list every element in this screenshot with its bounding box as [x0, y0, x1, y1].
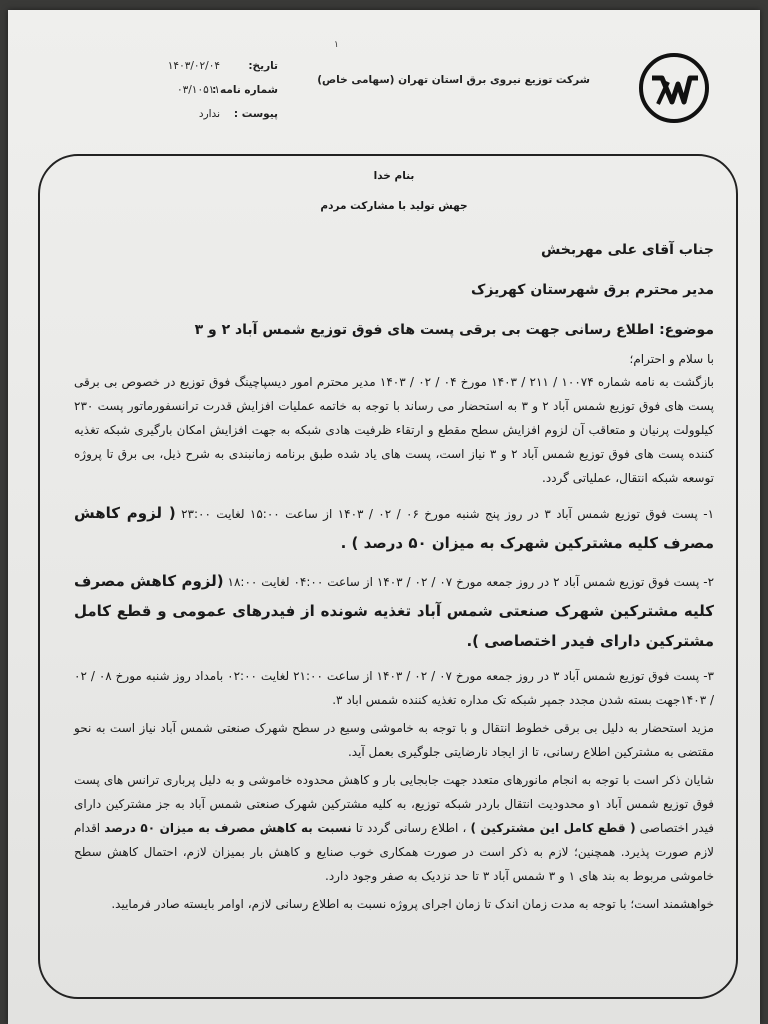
recipient-name: جناب آقای علی مهربخش: [540, 242, 714, 258]
attachment-label: پیوست :: [233, 108, 278, 120]
attachment-value: ندارد: [198, 108, 220, 120]
subject-line: موضوع: اطلاع رسانی جهت بی برقی پست های فوق توزیع شمس آباد ۲ و ۳: [194, 322, 714, 338]
schedule-item-3: [74, 664, 714, 712]
number-row: [148, 78, 278, 102]
schedule-item-2-text: ۲- پست فوق توزیع شمس آباد ۲ در روز جمعه مورخ ۰۷ / ۰۲ / ۱۴۰۳ از ساعت ۰۴:۰۰ لغایت ۱۸:۰۰: [227, 575, 715, 589]
schedule-item-2-bold: (لزوم کاهش مصرف کلیه مشترکین شهرک صنعتی شمس آباد تغذیه شونده از فیدرهای عمومی و قطع کامل مشترکین دارای فیدر اختصاصی ).: [74, 572, 714, 650]
schedule-item-1-text: ۱- پست فوق توزیع شمس آباد ۳ در روز پنج شنبه مورخ ۰۶ / ۰۲ / ۱۴۰۳ از ساعت ۱۵:۰۰ لغایت ۲۳:۰۰: [175, 507, 715, 521]
recipient-title: مدیر محترم برق شهرستان کهریزک: [471, 282, 714, 298]
date-value: ۱۴۰۳/۰۲/۰۴: [167, 60, 220, 72]
company-name: شرکت توزیع نیروی برق استان تهران (سهامی خاص): [317, 74, 590, 86]
attachment-row: [148, 102, 278, 126]
letter-body: [74, 170, 714, 916]
schedule-item-3-text: ۳- پست فوق توزیع شمس آباد ۳ در روز جمعه مورخ ۰۷ / ۰۲ / ۱۴۰۳ از ساعت ۲۱:۰۰ لغایت ۰۲:۰۰ بامداد روز شنبه مورخ ۰۸ / ۰۲ / ۱۴۰۳جهت بسته شدن مجدد جمپر شبکه تک مداره تغذیه کننده شمس اباد ۳.: [74, 669, 714, 707]
greeting: با سلام و احترام؛: [629, 352, 714, 366]
page-number: ۱: [334, 40, 339, 50]
schedule-item-1: [74, 498, 714, 558]
extra-paragraph: مزید استحضار به دلیل بی برقی خطوط انتقال و با توجه به خاموشی وسیع در سطح شهرک صنعتی شمس آباد نیاز است به نحو مقتضی به مشترکین اطلاع رسانی، تا از ایجاد نارضایتی جلوگیری بعمل آید.: [74, 721, 714, 759]
note-part-1: شایان ذکر است با توجه به انجام مانورهای متعدد جهت جابجایی بار و کاهش محدوده خاموشی و به دلیل پرباری ترانس های پست فوق توزیع شمس آباد ۱و محدودیت انتقال باردر شبکه توزیع، به کلیه مشترکین شهرک صنعتی شمس آباد به جز مشترکین دارای فیدر اختصاصی: [74, 773, 715, 835]
note-part-3: اقدام لازم صورت پذیرد. همچنین؛ لازم به ذکر است در صورت همکاری خوب صنایع و کاهش بار بمیزان لازم، احتمال کاهش سطح خاموشی مربوط به بند های ۱ و ۳ شمس آباد ۳ تا حد نزدیک به صفر وجود دارد.: [74, 821, 714, 883]
slogan: جهش تولید با مشارکت مردم: [320, 200, 468, 212]
company-logo-icon: [638, 52, 710, 124]
number-label: شماره نامه :: [212, 84, 278, 96]
closing-paragraph: خواهشمند است؛ با توجه به مدت زمان اندک تا زمان اجرای پروژه نسبت به اطلاع رسانی لازم، اوامر بایسته صادر فرمایید.: [111, 897, 714, 911]
schedule-item-2: [74, 566, 714, 656]
date-label: تاریخ:: [248, 60, 278, 72]
bismillah: بنام خدا: [373, 170, 415, 182]
number-value: ۰۳/۱۰۵۱۱: [176, 84, 220, 96]
letter-meta: [148, 54, 278, 126]
intro-paragraph: بازگشت به نامه شماره ۱۰۰۷۴ / ۲۱۱ / ۱۴۰۳ مورخ ۰۴ / ۰۲ / ۱۴۰۳ مدیر محترم امور دیسپاچینگ فوق توزیع در خصوص بی برقی پست های فوق توزیع شمس آباد ۲ و ۳ به استحضار می رساند با توجه به خاتمه عملیات افزایش قدرت ترانسفورماتور پست ۲۳۰ کیلوولت پرنیان و متعاقب آن لزوم افزایش سطح مقطع و ارتقاء ظرفیت هادی شبکه به جهت افزایش امکان بارگیری شبکه تغذیه کننده پست های فوق توزیع شمس آباد ۲ و ۳ نیاز است، پست های یاد شده طبق برنامه زمانبندی به شرح ذیل، بی برق تا پروژه توسعه شبکه انتقال، عملیاتی گردد.: [74, 375, 715, 485]
note-paragraph: [74, 768, 714, 888]
letter-page: [8, 10, 760, 1024]
date-row: [148, 54, 278, 78]
note-bold-1: ( قطع کامل این مشترکین ): [470, 821, 636, 835]
schedule-item-1-bold: ( لزوم کاهش مصرف کلیه مشترکین شهرک به میزان ۵۰ درصد ) .: [74, 504, 714, 552]
note-bold-2: نسبت به کاهش مصرف به میزان ۵۰ درصد: [104, 821, 352, 835]
note-part-2: ، اطلاع رسانی گردد تا: [351, 821, 467, 835]
